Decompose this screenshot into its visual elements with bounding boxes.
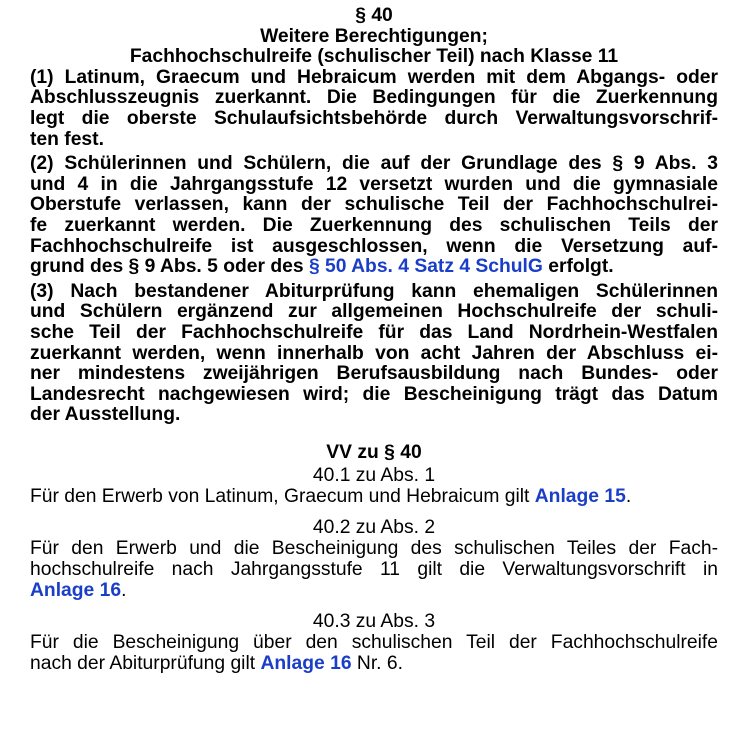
paragraph-line: ner mindestens zweijährigen Berufsausbildung nach Bundes- oder xyxy=(30,363,718,385)
paragraph-line: sche Teil der Fachhochschulreife für das Land Nordrhein-Westfalen xyxy=(30,321,718,343)
vv-text xyxy=(30,632,718,674)
vv-text-line: hochschulreife nach Jahrgangsstufe 11 gilt die Verwaltungsvorschrift in xyxy=(30,558,718,580)
paragraph-2 xyxy=(30,154,718,278)
vv-heading: 40.1 zu Abs. 1 xyxy=(312,464,436,486)
paragraph-line: (2) Schülerinnen und Schülern, die auf der Grundlage des § 9 Abs. 3 xyxy=(30,153,718,175)
vv-text-part: . xyxy=(625,485,632,507)
paragraph-text: erfolgt. xyxy=(542,256,614,278)
anlage-15-link[interactable]: Anlage 15 xyxy=(534,485,626,507)
vv-text-line: Für den Erwerb und die Bescheinigung des schulischen Teiles der Fach- xyxy=(30,537,718,559)
vv-text-line xyxy=(30,653,718,674)
paragraph-line: (3) Nach bestandener Abiturprüfung kann ehemaligen Schülerinnen xyxy=(30,280,718,302)
paragraph-line: Fachhochschulreife ist ausgeschlossen, wenn die Versetzung auf- xyxy=(30,235,718,257)
vv-text-part: Nr. 6. xyxy=(351,652,403,674)
section-title: Weitere Berechtigungen; xyxy=(260,25,488,47)
paragraph-line: Landesrecht nachgewiesen wird; die Bescheinigung trägt das Datum xyxy=(30,383,718,405)
paragraph-line: fe zuerkannt werden. Die Zuerkennung des schulischen Teils der xyxy=(30,214,718,236)
vv-text-line xyxy=(30,580,718,601)
paragraph-line: Oberstufe verlassen, kann der schulische Teil der Fachhochschulrei- xyxy=(30,194,718,216)
paragraph-line: ten fest. xyxy=(30,128,104,150)
vv-text-line: Für die Bescheinigung über den schulischen Teil der Fachhochschulreife xyxy=(30,631,718,653)
paragraph-text: grund des § 9 Abs. 5 oder des xyxy=(30,256,309,278)
paragraph-line: legt die oberste Schulaufsichtsbehörde durch Verwaltungsvorschrif- xyxy=(30,107,718,129)
paragraph-1 xyxy=(30,68,718,150)
vv-title: VV zu § 40 xyxy=(326,441,422,463)
paragraph-line: und 4 in die Jahrgangsstufe 12 versetzt wurden und die gymnasiale xyxy=(30,173,718,195)
vv-text-part: . xyxy=(121,579,127,601)
paragraph-line: zuerkannt werden, wenn innerhalb von acht Jahren der Abschluss ei- xyxy=(30,342,718,364)
vv-text xyxy=(30,538,718,601)
anlage-16-nr6-link[interactable]: Anlage 16 xyxy=(260,652,352,674)
paragraph-line xyxy=(30,257,718,278)
section-number: § 40 xyxy=(355,5,393,26)
vv-item-40-2 xyxy=(30,517,718,601)
paragraph-line: und Schülern ergänzend zur allgemeinen Hochschulreife der schuli- xyxy=(30,301,718,323)
vv-item-40-1 xyxy=(30,465,718,507)
schulg-reference-link[interactable]: § 50 Abs. 4 Satz 4 SchulG xyxy=(308,256,543,278)
vv-text xyxy=(30,486,718,507)
vv-text-part: Für den Erwerb von Latinum, Graecum und Hebraicum gilt xyxy=(30,485,535,507)
anlage-16-link[interactable]: Anlage 16 xyxy=(30,579,122,601)
vv-text-part: nach der Abiturprüfung gilt xyxy=(30,652,261,674)
vv-heading: 40.2 zu Abs. 2 xyxy=(312,516,436,538)
vv-item-40-3 xyxy=(30,611,718,674)
vv-heading: 40.3 zu Abs. 3 xyxy=(312,610,436,632)
section-header xyxy=(30,6,718,68)
section-subtitle: Fachhochschulreife (schulischer Teil) nach Klasse 11 xyxy=(129,46,619,68)
paragraph-line: Abschlusszeugnis zuerkannt. Die Bedingungen für die Zuerkennung xyxy=(30,87,718,109)
paragraph-line: (1) Latinum, Graecum und Hebraicum werden mit dem Abgangs- oder xyxy=(30,66,718,88)
paragraph-3 xyxy=(30,282,718,426)
paragraph-line: der Ausstellung. xyxy=(30,404,181,426)
